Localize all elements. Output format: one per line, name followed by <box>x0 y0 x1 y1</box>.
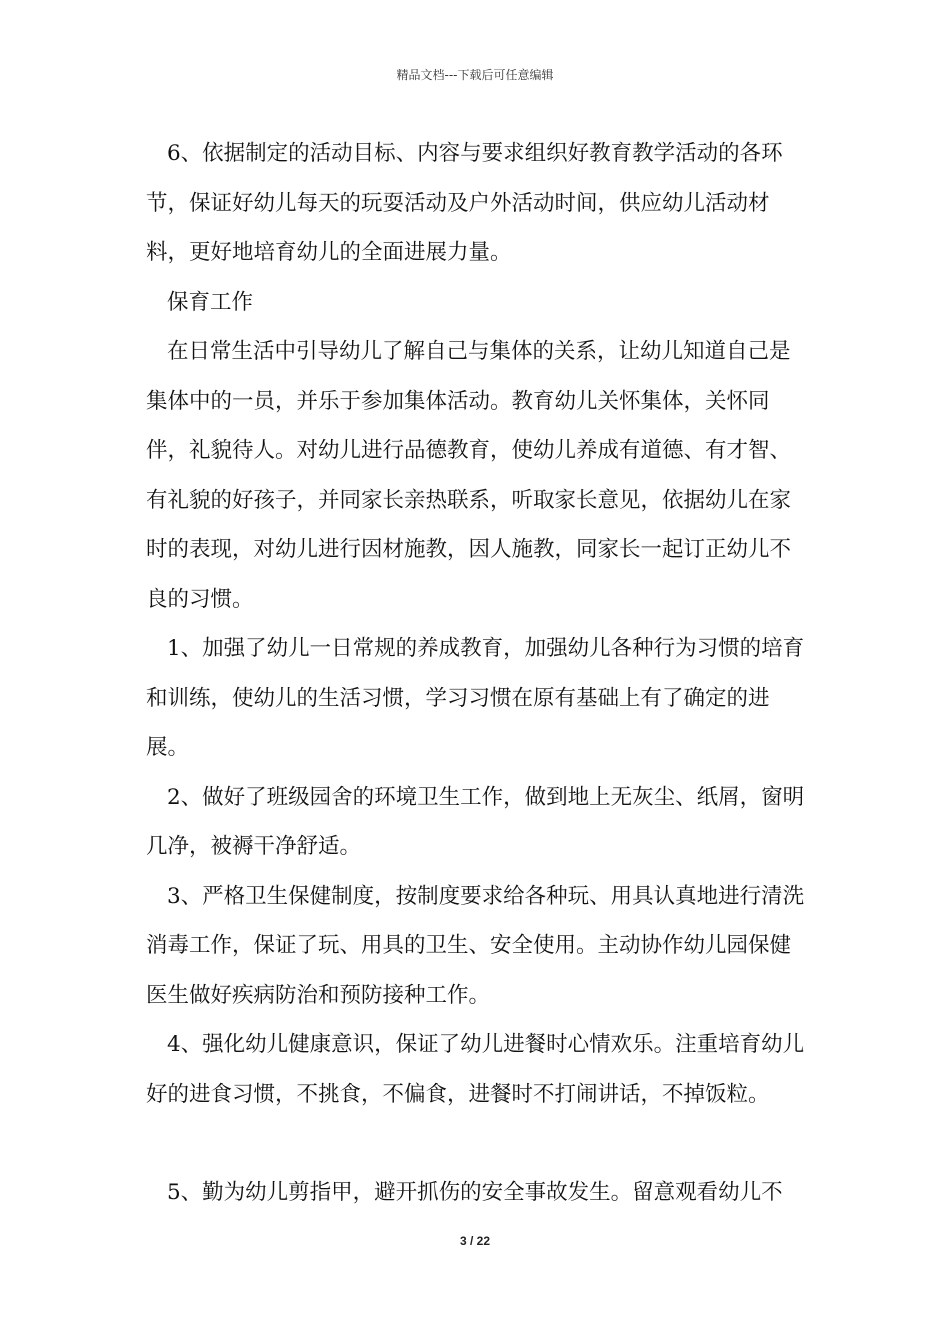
page-header: 精品文档---下载后可任意编辑 <box>396 68 554 82</box>
paragraph-item-3: 3、严格卫生保健制度，按制度要求给各种玩、用具认真地进行清洗消毒工作，保证了玩、用具的卫生、安全使用。主动协作幼儿园保健医生做好疾病防治和预防接种工作。 <box>146 883 805 1008</box>
paragraph-item-5: 5、勤为幼儿剪指甲，避开抓伤的安全事故发生。留意观看幼儿不 <box>167 1180 783 1205</box>
paragraph-daily-life: 在日常生活中引导幼儿了解自己与集体的关系，让幼儿知道自己是集体中的一员，并乐于参加集体活动。教育幼儿关怀集体，关怀同伴，礼貌待人。对幼儿进行品德教育，使幼儿养成有道德、有才智、有礼貌的好孩子，并同家长亲热联系，听取家长意见，依据幼儿在家时的表现，对幼儿进行因材施教，因人施教，同家长一起订正幼儿不良的习惯。 <box>146 339 792 612</box>
paragraph-item-4: 4、强化幼儿健康意识，保证了幼儿进餐时心情欢乐。注重培育幼儿好的进食习惯，不挑食，不偏食，进餐时不打闹讲话，不掉饭粒。 <box>146 1032 805 1107</box>
section-heading-care-work: 保育工作 <box>167 289 254 315</box>
paragraph-item-2: 2、做好了班级园舍的环境卫生工作，做到地上无灰尘、纸屑，窗明几净，被褥干净舒适。 <box>146 784 805 859</box>
paragraph-item-6: 6、依据制定的活动目标、内容与要求组织好教育教学活动的各环节，保证好幼儿每天的玩耍活动及户外活动时间，供应幼儿活动材料，更好地培育幼儿的全面进展力量。 <box>146 141 783 265</box>
page-number: 3 / 22 <box>459 1234 491 1248</box>
document-body <box>146 129 810 1218</box>
paragraph-item-1: 1、加强了幼儿一日常规的养成教育，加强幼儿各种行为习惯的培育和训练，使幼儿的生活习惯，学习习惯在原有基础上有了确定的进展。 <box>146 636 805 760</box>
paragraph-spacer <box>146 1119 810 1168</box>
